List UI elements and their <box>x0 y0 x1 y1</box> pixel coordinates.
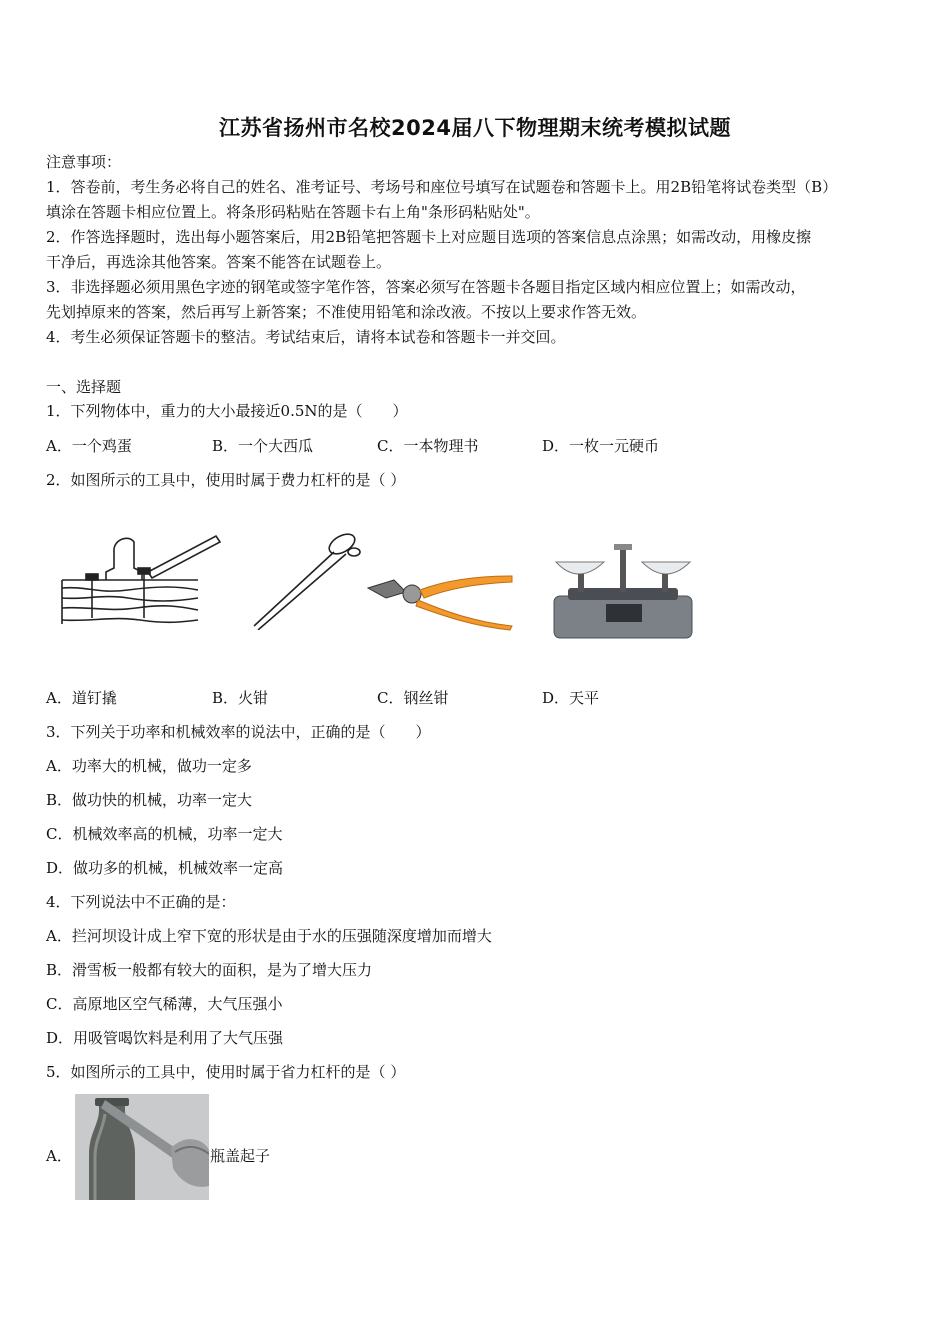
question-4-stem: 4．下列说法中不正确的是： <box>46 893 236 911</box>
q1-option-c[interactable]: C．一本物理书 <box>377 437 479 455</box>
notice-line: 先划掉原来的答案，然后再写上新答案；不准使用铅笔和涂改液。不按以上要求作答无效。 <box>46 303 647 321</box>
question-3-stem: 3．下列关于功率和机械效率的说法中，正确的是（ ） <box>46 723 431 741</box>
balance-scale-figure <box>548 540 698 646</box>
q1-option-a[interactable]: A．一个鸡蛋 <box>46 437 132 455</box>
q2-option-a[interactable]: A．道钉撬 <box>46 689 117 707</box>
q3-option-c[interactable]: C．机械效率高的机械，功率一定大 <box>46 825 283 843</box>
q4-option-c[interactable]: C．高原地区空气稀薄，大气压强小 <box>46 995 283 1013</box>
notice-line: 2．作答选择题时，选出每小题答案后，用2B铅笔把答题卡上对应题目选项的答案信息点涂黑；如需改动，用橡皮擦 <box>46 228 812 246</box>
fire-tongs-figure <box>250 530 365 630</box>
pliers-figure <box>366 568 516 632</box>
notice-heading: 注意事项： <box>46 153 122 171</box>
q1-option-d[interactable]: D．一枚一元硬币 <box>542 437 660 455</box>
q1-option-b[interactable]: B．一个大西瓜 <box>212 437 314 455</box>
q3-option-d[interactable]: D．做功多的机械，机械效率一定高 <box>46 859 284 877</box>
q2-option-d[interactable]: D．天平 <box>542 689 600 707</box>
page-title: 江苏省扬州市名校2024届八下物理期末统考模拟试题 <box>219 116 731 140</box>
q2-option-c[interactable]: C．钢丝钳 <box>377 689 449 707</box>
q4-option-b[interactable]: B．滑雪板一般都有较大的面积，是为了增大压力 <box>46 961 373 979</box>
question-5-stem: 5．如图所示的工具中，使用时属于省力杠杆的是（ ） <box>46 1063 406 1081</box>
question-2-stem: 2．如图所示的工具中，使用时属于费力杠杆的是（ ） <box>46 471 406 489</box>
q5-option-a-text: 瓶盖起子 <box>210 1147 271 1165</box>
q4-option-d[interactable]: D．用吸管喝饮料是利用了大气压强 <box>46 1029 284 1047</box>
q3-option-a[interactable]: A．功率大的机械，做功一定多 <box>46 757 252 775</box>
q3-option-b[interactable]: B．做功快的机械，功率一定大 <box>46 791 253 809</box>
section-heading: 一、选择题 <box>46 378 122 396</box>
notice-line: 干净后，再选涂其他答案。答案不能答在试题卷上。 <box>46 253 392 271</box>
q2-option-b[interactable]: B．火钳 <box>212 689 269 707</box>
rail-spike-bar-figure <box>58 528 223 630</box>
bottle-opener-photo <box>75 1094 209 1200</box>
q5-option-a-letter[interactable]: A． <box>46 1147 72 1165</box>
notice-line: 3．非选择题必须用黑色字迹的钢笔或签字笔作答，答案必须写在答题卡各题目指定区域内相应位置上；如需改动， <box>46 278 806 296</box>
question-1-stem: 1．下列物体中，重力的大小最接近0.5N的是（ ） <box>46 402 408 420</box>
notice-line: 填涂在答题卡相应位置上。将条形码粘贴在答题卡右上角"条形码粘贴处"。 <box>46 203 540 221</box>
q4-option-a[interactable]: A．拦河坝设计成上窄下宽的形状是由于水的压强随深度增加而增大 <box>46 927 492 945</box>
notice-line: 1．答卷前，考生务必将自己的姓名、准考证号、考场号和座位号填写在试题卷和答题卡上。用2B铅笔将试卷类型（B） <box>46 178 838 196</box>
notice-line: 4．考生必须保证答题卡的整洁。考试结束后，请将本试卷和答题卡一并交回。 <box>46 328 566 346</box>
